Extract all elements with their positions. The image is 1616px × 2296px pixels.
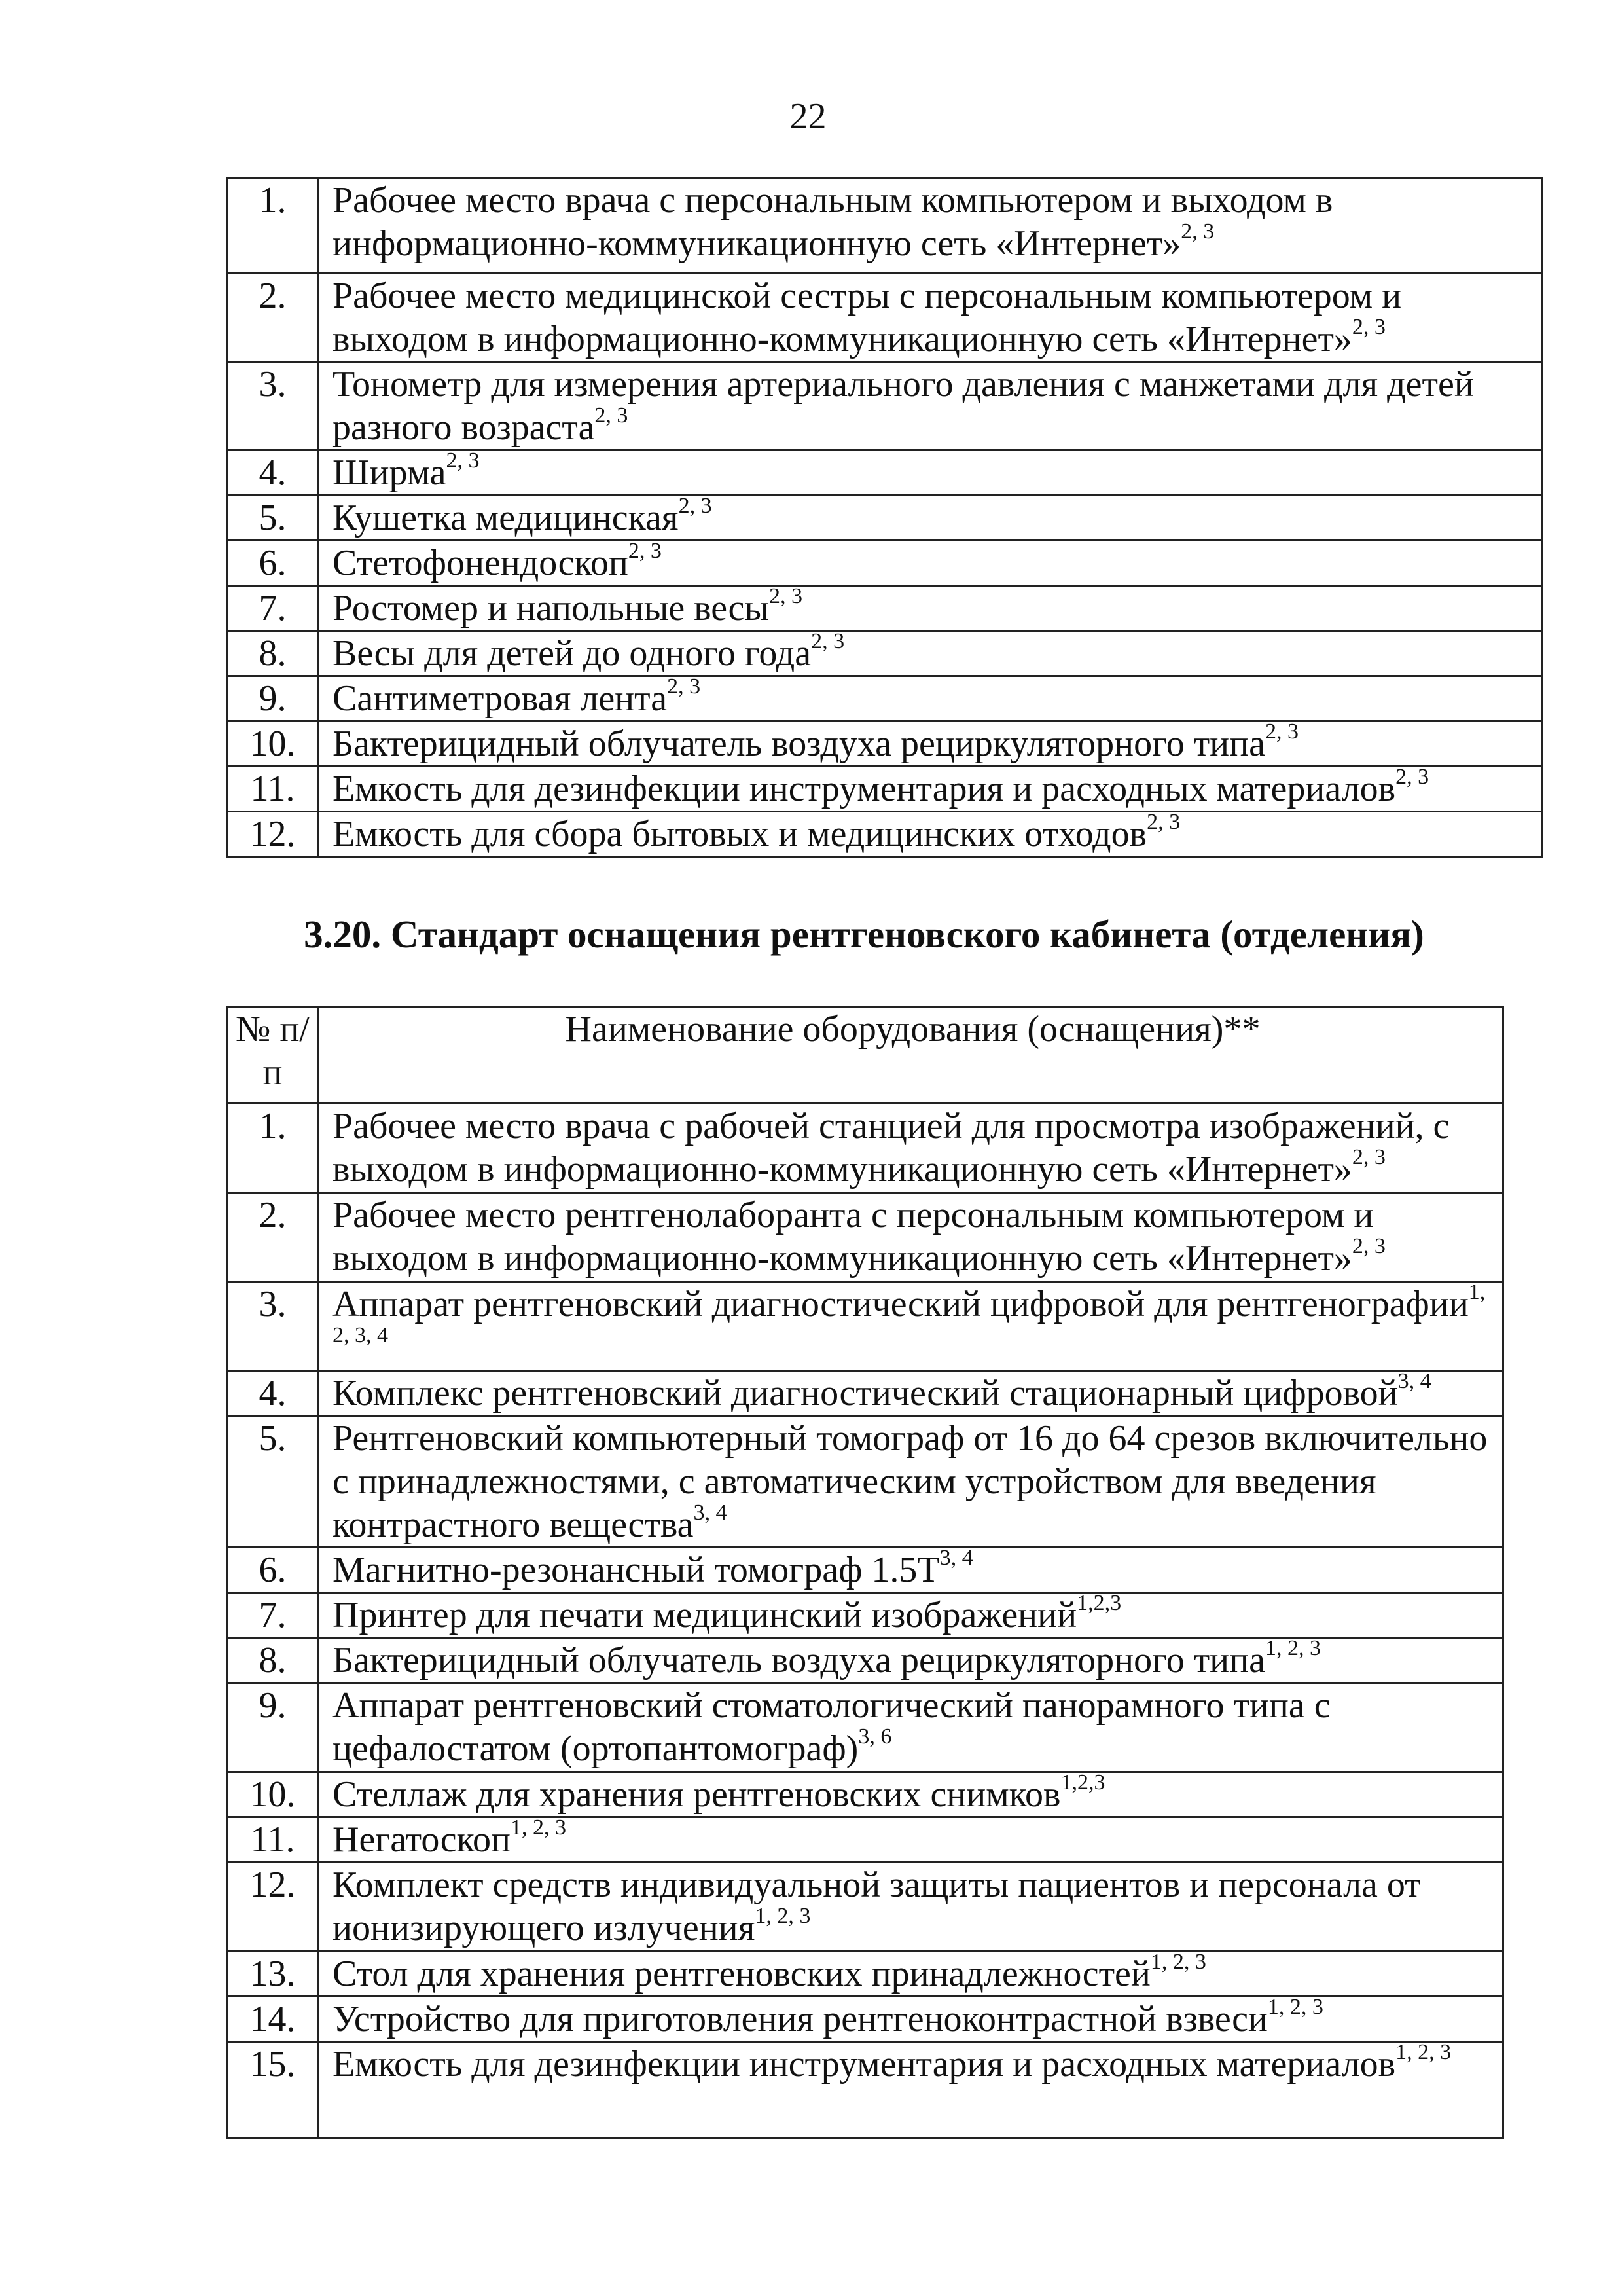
table-row [227,676,1543,721]
table-row [227,1548,1503,1593]
equipment-name: Бактерицидный облучатель воздуха рециркуляторного типа$^{2, 3}$ [319,721,1543,767]
row-number: 7. [227,1593,319,1638]
equipment-name: Аппарат рентгеновский диагностический цифровой для рентгенографии$^{1, 2, 3, 4}$ [319,1282,1503,1371]
row-number: 10. [227,721,319,767]
equipment-name: Магнитно-резонансный томограф $1.5Т^{3, 4}$ [319,1548,1503,1593]
table-row [227,1683,1503,1772]
table-row [227,2042,1503,2138]
row-number: 12. [227,812,319,857]
equipment-name: Аппарат рентгеновский стоматологический панорамного типа с цефалостатом (ортопантомограф)$^{3, 6}$ [319,1683,1503,1772]
table-row [227,721,1543,767]
row-number: 2. [227,1193,319,1282]
table-row [227,586,1543,631]
equipment-name: Рабочее место врача с рабочей станцией для просмотра изображений, с выходом в информационно-коммуникационную сеть «Интернет»$^{2, 3}$ [319,1104,1503,1193]
row-number: 6. [227,1548,319,1593]
row-number: 4. [227,450,319,496]
equipment-name: Устройство для приготовления рентгеноконтрастной взвеси$^{1, 2, 3}$ [319,1997,1503,2042]
equipment-table-continued [226,177,1543,858]
equipment-name: Тонометр для измерения артериального давления с манжетами для детей разного возраста$^{2, 3}$ [319,362,1543,450]
row-number: 8. [227,1638,319,1683]
equipment-name: Стеллаж для хранения рентгеновских снимков$^{1,2,3}$ [319,1772,1503,1817]
table-row [227,631,1543,676]
table-row [227,1817,1503,1863]
equipment-name: Стетофонендоскоп$^{2, 3}$ [319,541,1543,586]
section-title: 3.20. Стандарт оснащения рентгеновского кабинета (отделения) [304,913,1424,956]
row-number: 11. [227,1817,319,1863]
equipment-name: Емкость для дезинфекции инструментария и расходных материалов$^{1, 2, 3}$ [319,2042,1503,2138]
row-number: 3. [227,1282,319,1371]
page-number: 22 [789,96,827,137]
table-row [227,450,1543,496]
equipment-name: Емкость для дезинфекции инструментария и расходных материалов$^{2, 3}$ [319,767,1543,812]
header-number: № п/п [227,1007,319,1104]
equipment-name: Комплекс рентгеновский диагностический стационарный цифровой$^{3, 4}$ [319,1371,1503,1416]
row-number: 5. [227,496,319,541]
table-row [227,1997,1503,2042]
row-number: 12. [227,1863,319,1952]
table-row [227,1104,1503,1193]
table-row [227,1371,1503,1416]
equipment-name: Кушетка медицинская$^{2, 3}$ [319,496,1543,541]
row-number: 4. [227,1371,319,1416]
equipment-name: Принтер для печати медицинский изображений$^{1,2,3}$ [319,1593,1503,1638]
table-row [227,541,1543,586]
table-row [227,1772,1503,1817]
equipment-name: Комплект средств индивидуальной защиты пациентов и персонала от ионизирующего излучения$^{1, 2, 3}$ [319,1863,1503,1952]
row-number: 1. [227,178,319,274]
row-number: 3. [227,362,319,450]
equipment-name: Ростомер и напольные весы$^{2, 3}$ [319,586,1543,631]
row-number: 13. [227,1952,319,1997]
row-number: 1. [227,1104,319,1193]
table-row [227,1193,1503,1282]
table-row [227,1863,1503,1952]
equipment-name: Рабочее место рентгенолаборанта с персональным компьютером и выходом в информационно-коммуникационную сеть «Интернет»$^{2, 3}$ [319,1193,1503,1282]
table-row [227,274,1543,362]
table-row [227,1638,1503,1683]
row-number: 15. [227,2042,319,2138]
table-row [227,767,1543,812]
table-header-row [227,1007,1503,1104]
equipment-name: Рабочее место врача с персональным компьютером и выходом в информационно-коммуникационную сеть «Интернет»$^{2, 3}$ [319,178,1543,274]
table-row [227,812,1543,857]
equipment-name: Бактерицидный облучатель воздуха рециркуляторного типа$^{1, 2, 3}$ [319,1638,1503,1683]
table-row [227,178,1543,274]
row-number: 11. [227,767,319,812]
row-number: 7. [227,586,319,631]
equipment-name: Ширма$^{2, 3}$ [319,450,1543,496]
equipment-name: Емкость для сбора бытовых и медицинских отходов$^{2, 3}$ [319,812,1543,857]
xray-equipment-table [226,1006,1504,2139]
header-equipment-name: Наименование оборудования (оснащения)** [319,1007,1503,1104]
row-number: 9. [227,676,319,721]
row-number: 5. [227,1416,319,1548]
row-number: 14. [227,1997,319,2042]
table-row [227,1593,1503,1638]
equipment-name: Стол для хранения рентгеновских принадлежностей$^{1, 2, 3}$ [319,1952,1503,1997]
table-row [227,362,1543,450]
table-row [227,1282,1503,1371]
row-number: 8. [227,631,319,676]
row-number: 9. [227,1683,319,1772]
row-number: 10. [227,1772,319,1817]
equipment-name: Рабочее место медицинской сестры с персональным компьютером и выходом в информационно-коммуникационную сеть «Интернет»$^{2, 3}$ [319,274,1543,362]
equipment-name: Негатоскоп$^{1, 2, 3}$ [319,1817,1503,1863]
equipment-name: Рентгеновский компьютерный томограф от 16 до 64 срезов включительно с принадлежностями, с автоматическим устройством для введения контрастного вещества$^{3, 4}$ [319,1416,1503,1548]
equipment-name: Весы для детей до одного года$^{2, 3}$ [319,631,1543,676]
table-row [227,1416,1503,1548]
table-row [227,496,1543,541]
table-row [227,1952,1503,1997]
row-number: 2. [227,274,319,362]
equipment-name: Сантиметровая лента$^{2, 3}$ [319,676,1543,721]
row-number: 6. [227,541,319,586]
